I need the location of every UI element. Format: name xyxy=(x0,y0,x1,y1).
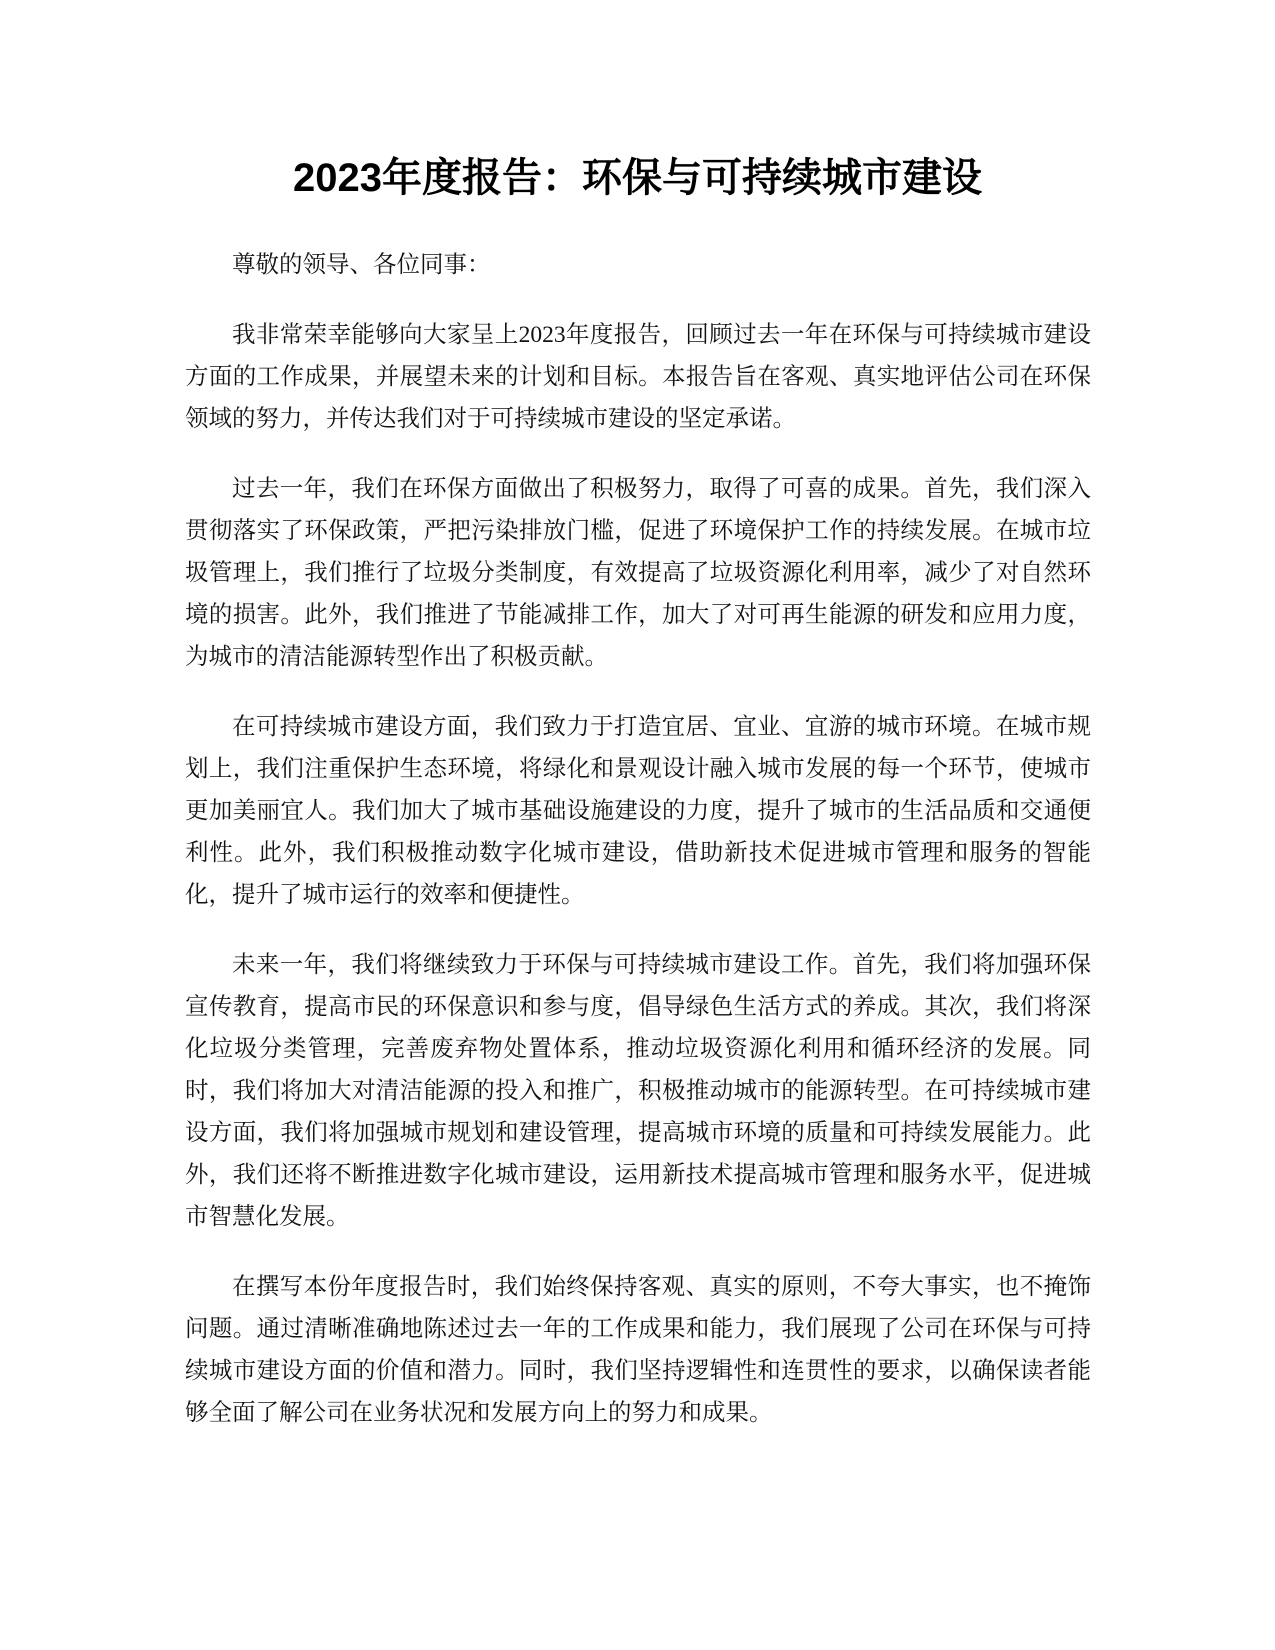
document-body xyxy=(185,244,1091,1462)
paragraph-sustainable-city: 在可持续城市建设方面，我们致力于打造宜居、宜业、宜游的城市环境。在城市规划上，我们注重保护生态环境，将绿化和景观设计融入城市发展的每一个环节，使城市更加美丽宜人。我们加大了城市基础设施建设的力度，提升了城市的生活品质和交通便利性。此外，我们积极推动数字化城市建设，借助新技术促进城市管理和服务的智能化，提升了城市运行的效率和便捷性。 xyxy=(185,714,1091,908)
paragraph-environmental-achievements: 过去一年，我们在环保方面做出了积极努力，取得了可喜的成果。首先，我们深入贯彻落实了环保政策，严把污染排放门槛，促进了环境保护工作的持续发展。在城市垃圾管理上，我们推行了垃圾分类制度，有效提高了垃圾资源化利用率，减少了对自然环境的损害。此外，我们推进了节能减排工作，加大了对可再生能源的研发和应用力度，为城市的清洁能源转型作出了积极贡献。 xyxy=(185,476,1091,670)
salutation: 尊敬的领导、各位同事： xyxy=(232,252,491,278)
paragraph-future-plans: 未来一年，我们将继续致力于环保与可持续城市建设工作。首先，我们将加强环保宣传教育，提高市民的环保意识和参与度，倡导绿色生活方式的养成。其次，我们将深化垃圾分类管理，完善废弃物处置体系，推动垃圾资源化利用和循环经济的发展。同时，我们将加大对清洁能源的投入和推广，积极推动城市的能源转型。在可持续城市建设方面，我们将加强城市规划和建设管理，提高城市环境的质量和可持续发展能力。此外，我们还将不断推进数字化城市建设，运用新技术提高城市管理和服务水平，促进城市智慧化发展。 xyxy=(185,952,1091,1230)
paragraph-intro: 我非常荣幸能够向大家呈上2023年度报告，回顾过去一年在环保与可持续城市建设方面的工作成果，并展望未来的计划和目标。本报告旨在客观、真实地评估公司在环保领域的努力，并传达我们对于可持续城市建设的坚定承诺。 xyxy=(185,322,1091,432)
document-title: 2023年度报告：环保与可持续城市建设 xyxy=(293,156,982,200)
paragraph-conclusion: 在撰写本份年度报告时，我们始终保持客观、真实的原则，不夸大事实，也不掩饰问题。通过清晰准确地陈述过去一年的工作成果和能力，我们展现了公司在环保与可持续城市建设方面的价值和潜力。同时，我们坚持逻辑性和连贯性的要求，以确保读者能够全面了解公司在业务状况和发展方向上的努力和成果。 xyxy=(185,1274,1091,1426)
